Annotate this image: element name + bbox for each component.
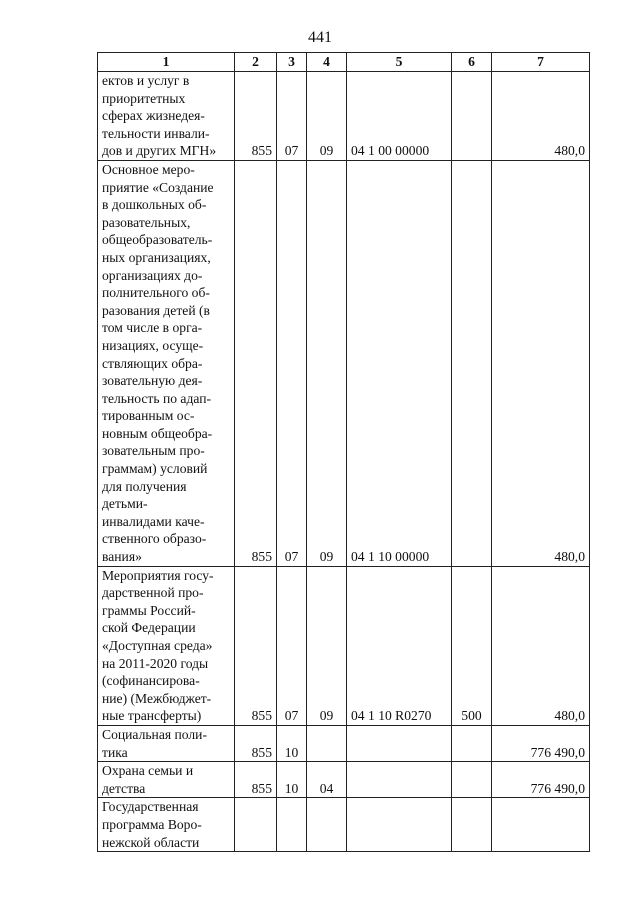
row-code-5	[347, 762, 452, 798]
row-code-4: 09	[307, 566, 347, 725]
row-code-3	[277, 798, 307, 852]
table-row	[98, 72, 590, 161]
row-code-2: 855	[235, 160, 277, 566]
row-code-2: 855	[235, 725, 277, 761]
row-code-6	[452, 762, 492, 798]
table-row	[98, 725, 590, 761]
row-code-4: 09	[307, 72, 347, 161]
header-col-4: 4	[307, 53, 347, 72]
row-code-5	[347, 798, 452, 852]
row-code-3: 10	[277, 725, 307, 761]
row-code-3: 07	[277, 72, 307, 161]
row-code-4: 04	[307, 762, 347, 798]
header-col-1: 1	[98, 53, 235, 72]
row-name: Мероприятия госу- дарственной про- граммы Россий- ской Федерации «Доступная среда» на 2011-2020 годы (софинансирова- ние) (Межбюджет- ные трансферты)	[98, 566, 235, 725]
row-amount: 480,0	[492, 160, 590, 566]
row-code-5	[347, 725, 452, 761]
row-code-5: 04 1 00 00000	[347, 72, 452, 161]
table-row	[98, 762, 590, 798]
row-name: ектов и услуг в приоритетных сферах жизнедея- тельности инвали- дов и других МГН»	[98, 72, 235, 161]
row-amount	[492, 798, 590, 852]
row-code-6	[452, 798, 492, 852]
header-col-7: 7	[492, 53, 590, 72]
row-code-6: 500	[452, 566, 492, 725]
table-row	[98, 798, 590, 852]
row-code-4	[307, 798, 347, 852]
header-col-2: 2	[235, 53, 277, 72]
header-row	[98, 53, 590, 72]
row-code-2: 855	[235, 762, 277, 798]
budget-table	[97, 52, 590, 852]
table-row	[98, 160, 590, 566]
row-code-6	[452, 725, 492, 761]
row-code-2: 855	[235, 72, 277, 161]
header-col-6: 6	[452, 53, 492, 72]
row-code-5: 04 1 10 R0270	[347, 566, 452, 725]
row-code-4: 09	[307, 160, 347, 566]
row-code-3: 07	[277, 566, 307, 725]
row-amount: 776 490,0	[492, 725, 590, 761]
row-amount: 776 490,0	[492, 762, 590, 798]
row-name: Социальная поли- тика	[98, 725, 235, 761]
row-code-4	[307, 725, 347, 761]
row-code-3: 10	[277, 762, 307, 798]
row-amount: 480,0	[492, 566, 590, 725]
row-name: Основное меро- приятие «Создание в дошкольных об- разовательных, общеобразователь- ных организациях, организациях до- полнительного об- разования детей (в том числе в орга- низациях, осуще- ствляющих обра- зовательную дея- тельность по адап- тированным ос- новным общеобра- зовательным про- граммам) условий для получения детьми- инвалидами каче- ственного образо- вания»	[98, 160, 235, 566]
row-code-5: 04 1 10 00000	[347, 160, 452, 566]
row-name: Государственная программа Воро- нежской области	[98, 798, 235, 852]
row-code-2	[235, 798, 277, 852]
row-code-6	[452, 160, 492, 566]
row-code-6	[452, 72, 492, 161]
row-code-2: 855	[235, 566, 277, 725]
table-row	[98, 566, 590, 725]
header-col-5: 5	[347, 53, 452, 72]
row-name: Охрана семьи и детства	[98, 762, 235, 798]
header-col-3: 3	[277, 53, 307, 72]
page-number: 441	[308, 29, 332, 46]
row-amount: 480,0	[492, 72, 590, 161]
row-code-3: 07	[277, 160, 307, 566]
